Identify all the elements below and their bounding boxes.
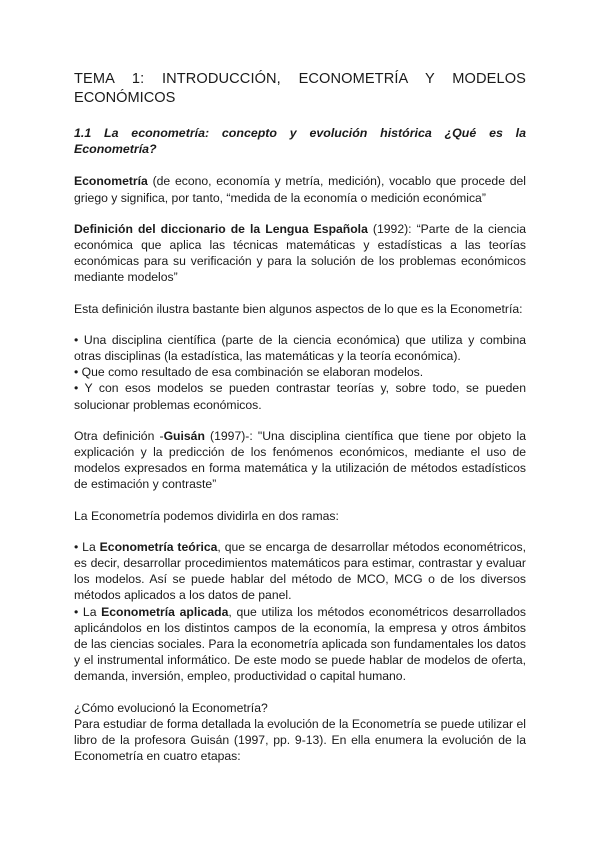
bullet-teorica [74,539,526,604]
doc-title-line1: TEMA 1: INTRODUCCIÓN, ECONOMETRÍA Y MODELOS [74,71,526,87]
bullet-teorica-pre: • La [74,539,100,554]
paragraph-econometria-text: (de econo, economía y metría, medición), vocablo que procede del griego y significa, por tanto, “medida de la economía o medición económica” [74,174,526,205]
term-econometria: Econometría [74,174,148,189]
paragraph-ramas: La Econometría podemos dividirla en dos ramas: [74,508,339,523]
term-teorica: Econometría teórica [99,539,218,554]
bullet-item: • Y con esos modelos se pueden contrastar teorías y, sobre todo, se pueden solucionar problemas económicos. [74,381,526,412]
bullet-item: • Que como resultado de esa combinación se elaboran modelos. [74,365,424,380]
question-evolucion: ¿Cómo evolucionó la Econometría? [74,700,268,715]
document-page [74,70,526,765]
paragraph-guisan-pre: Otra definición - [74,428,164,443]
paragraph-econometria [74,173,526,205]
paragraph-definicion-text: (1992): “Parte de la ciencia económica que aplica las técnicas matemáticas y estadísticas a las teorías económicas para su verificación y para la solución de los problemas económicos mediante modelos” [74,221,526,285]
paragraph-guisan [74,428,526,493]
paragraph-ilustra: Esta definición ilustra bastante bien algunos aspectos de lo que es la Econometría: [74,301,523,316]
paragraph-evolucion: Para estudiar de forma detallada la evolución de la Econometría se puede utilizar el libro de la profesora Guisán (1997, pp. 9-13). En ella enumera la evolución de la Econometría en cuatro etapas: [74,716,526,764]
bullet-aplicada [74,604,526,685]
bullet-item: • Una disciplina científica (parte de la ciencia económica) que utiliza y combina otras disciplinas (la estadística, las matemáticas y la teoría económica). [74,332,526,364]
bullet-teorica-text: , que se encarga de desarrollar métodos econométricos, es decir, desarrollar procedimientos matemáticos para estimar, contrastar y evaluar los modelos. Así se puede hablar del método de MCO, MCG o de los diversos métodos aplicados a los datos de panel. [74,539,526,603]
doc-title-line2: ECONÓMICOS [74,90,176,106]
paragraph-guisan-text: (1997)-: "Una disciplina científica que tiene por objeto la explicación y la predicción de los fenómenos económicos, mediante el uso de modelos expresados en forma matemática y la utilización de métodos estadísticos de estimación y contraste” [74,428,526,492]
section-subtitle: 1.1 La econometría: concepto y evolución histórica ¿Qué es la Econometría? [74,126,526,157]
term-aplicada: Econometría aplicada [101,604,229,619]
term-definicion: Definición del diccionario de la Lengua Española [74,221,368,236]
paragraph-definicion [74,221,526,286]
bullet-aplicada-pre: • La [74,604,102,619]
term-guisan: Guisán [163,428,205,443]
bullet-aplicada-text: , que utiliza los métodos econométricos desarrollados aplicándolos en los distintos campos de la economía, la empresa y otros ámbitos de las ciencias sociales. Para la econometría aplicada son fundamentales los datos y el instrumental informático. De este modo se puede hablar de modelos de oferta, demanda, inversión, empleo, productividad o capital humano. [74,604,526,684]
